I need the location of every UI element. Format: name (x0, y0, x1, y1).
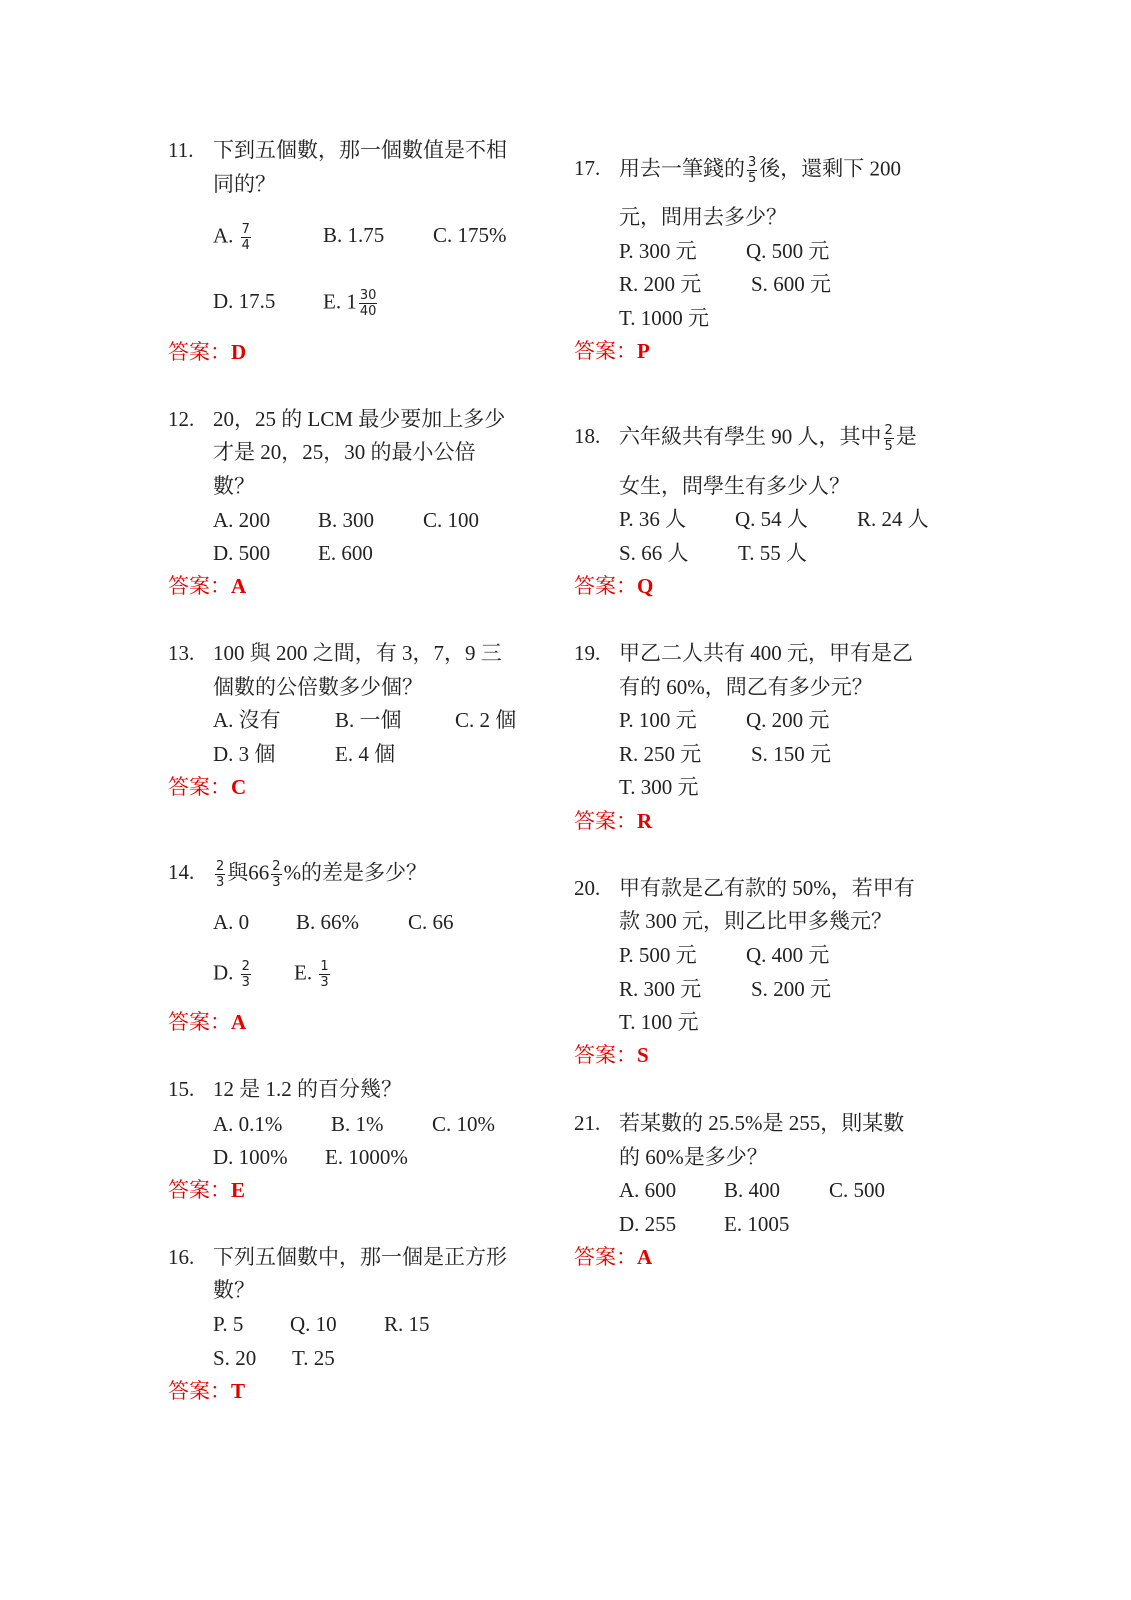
option-label: A. (213, 508, 234, 532)
answer-letter: Q (637, 574, 654, 598)
answer-label: 答案： (168, 1379, 231, 1403)
answer (168, 1009, 246, 1035)
option-b (296, 909, 359, 935)
option-a (619, 1177, 676, 1203)
answer (168, 774, 246, 800)
fraction (747, 155, 757, 186)
option-e (325, 1144, 408, 1170)
option-p (213, 1311, 243, 1337)
option-value: 66% (320, 910, 360, 934)
answer-label: 答案： (168, 1178, 231, 1202)
stem-text: %的差是多少？ (283, 860, 428, 885)
option-a (213, 909, 249, 935)
option-value: 300 元 (640, 775, 699, 799)
question-stem-line (213, 1244, 507, 1270)
question-stem-line (619, 423, 917, 454)
option-label: Q. (746, 943, 767, 967)
answer-label: 答案： (574, 339, 637, 363)
option-t (738, 540, 807, 566)
option-r (619, 271, 701, 297)
stem-text: 的 60%是多少？ (619, 1145, 768, 1169)
fraction-denominator: 3 (216, 875, 225, 890)
option-r (384, 1311, 430, 1337)
question-stem-line (213, 171, 276, 197)
fraction (319, 959, 329, 990)
stem-text: 才是 20，25，30 的最小公倍 (213, 440, 476, 464)
option-label: P. (619, 708, 634, 732)
stem-text: 甲乙二人共有 400 元，甲有是乙 (619, 641, 913, 665)
option-label: A. (619, 1178, 640, 1202)
option-c (423, 507, 479, 533)
stem-text: 數？ (213, 1278, 255, 1302)
option-label: Q. (735, 507, 756, 531)
option-label: C. (408, 910, 428, 934)
question-stem-line (619, 1110, 904, 1136)
option-value: 5 (232, 1312, 244, 1336)
answer-letter: R (637, 809, 653, 833)
answer-letter: T (231, 1379, 246, 1403)
stem-text: 20，25 的 LCM 最少要加上多少 (213, 407, 506, 431)
question-stem-line (619, 908, 892, 934)
option-label: P. (619, 507, 634, 531)
option-value: 600 (341, 541, 373, 565)
stem-text: 下到五個數，那一個數值是不相 (213, 138, 507, 162)
option-e (335, 741, 395, 767)
option-value: 600 元 (773, 272, 831, 296)
option-r (619, 741, 701, 767)
fraction (241, 222, 251, 253)
stem-text: 後，還剩下 200 (759, 156, 902, 181)
option-b (318, 507, 374, 533)
option-t (619, 1009, 699, 1035)
question-stem-line (619, 875, 915, 901)
option-value: 66 (432, 910, 454, 934)
option-label: E. (318, 541, 337, 565)
option-label: E. (724, 1212, 743, 1236)
question-stem-line (213, 406, 505, 432)
option-value: 150 元 (773, 742, 831, 766)
option-c (455, 707, 516, 733)
answer (168, 1378, 245, 1404)
fraction-denominator: 4 (241, 238, 250, 253)
option-value: 0 (238, 910, 250, 934)
option-label: C. (423, 508, 443, 532)
stem-text: 數？ (213, 474, 255, 498)
answer-letter: A (231, 1010, 247, 1034)
option-value: 500 (238, 541, 271, 565)
fraction-numerator: 2 (241, 959, 250, 974)
option-value: 500 (853, 1178, 886, 1202)
fraction-denominator: 3 (241, 975, 250, 990)
answer-letter: A (231, 574, 247, 598)
option-label: A. (213, 910, 234, 934)
stem-text: 是 (895, 424, 917, 449)
option-label: B. (335, 708, 355, 732)
option-a (213, 707, 281, 733)
option-label: A. (213, 708, 234, 732)
answer (574, 808, 652, 834)
option-label: P. (213, 1312, 228, 1336)
option-value: 175% (457, 223, 507, 247)
option-e (724, 1211, 789, 1237)
stem-text: 六年級共有學生 90 人，其中 (619, 424, 882, 449)
option-label: D. (213, 742, 234, 766)
option-q (290, 1311, 337, 1337)
option-t (619, 774, 699, 800)
stem-text: 有的 60%，問乙有多少元？ (619, 675, 873, 699)
fraction (271, 859, 281, 890)
option-r (619, 976, 701, 1002)
option-label: R. (619, 272, 639, 296)
question-number: 19. (574, 641, 601, 665)
fraction-denominator: 3 (272, 875, 281, 890)
fraction-numerator: 2 (884, 423, 893, 438)
question-stem-line (619, 155, 902, 186)
fraction (215, 859, 225, 890)
option-value: 25 (313, 1346, 335, 1370)
question-stem-line (213, 1076, 402, 1102)
fraction (359, 288, 378, 319)
option-value: 100 元 (640, 1010, 699, 1034)
answer (574, 1244, 652, 1270)
question-stem-line (213, 674, 423, 700)
option-label: R. (384, 1312, 404, 1336)
fraction-denominator: 40 (359, 304, 377, 319)
answer-letter: A (637, 1245, 653, 1269)
answer-letter: D (231, 340, 247, 364)
option-label: D. (213, 289, 234, 313)
question-number: 12. (168, 407, 195, 431)
stem-text: 12 是 1.2 的百分幾？ (213, 1077, 402, 1101)
option-p (619, 506, 686, 532)
option-value: 255 (644, 1212, 677, 1236)
option-label: D. (213, 1145, 234, 1169)
question-stem-line (213, 1277, 255, 1303)
option-label: B. (296, 910, 316, 934)
option-s (213, 1345, 256, 1371)
option-label: A. (213, 223, 234, 248)
option-a (213, 507, 270, 533)
fraction-denominator: 5 (884, 439, 893, 454)
option-q (746, 238, 829, 264)
option-value: 1 (346, 289, 357, 314)
option-label: S. (751, 742, 768, 766)
fraction-numerator: 3 (748, 155, 757, 170)
option-value: 一個 (359, 708, 402, 732)
option-label: B. (331, 1112, 351, 1136)
option-value: 500 元 (638, 943, 697, 967)
fraction-denominator: 3 (320, 975, 329, 990)
option-b (335, 707, 402, 733)
option-value: 200 元 (773, 977, 831, 1001)
option-value: 100 (447, 508, 480, 532)
option-value: 15 (408, 1312, 430, 1336)
answer-label: 答案： (574, 1043, 637, 1067)
option-t (292, 1345, 335, 1371)
option-c (829, 1177, 885, 1203)
option-value: 55 人 (759, 541, 808, 565)
option-value: 250 元 (643, 742, 702, 766)
option-value: 2 個 (479, 708, 517, 732)
answer-letter: C (231, 775, 247, 799)
fraction-denominator: 5 (748, 171, 757, 186)
option-label: C. (829, 1178, 849, 1202)
fraction (884, 423, 894, 454)
option-value: 17.5 (238, 289, 276, 313)
option-value: 10 (315, 1312, 337, 1336)
option-r (857, 506, 929, 532)
option-value: 4 個 (358, 742, 396, 766)
option-label: C. (433, 223, 453, 247)
option-label: S. (619, 541, 636, 565)
option-q (746, 707, 829, 733)
option-value: 36 人 (638, 507, 687, 531)
question-number: 17. (574, 156, 601, 180)
option-label: C. (432, 1112, 452, 1136)
question-number: 16. (168, 1245, 195, 1269)
option-value: 300 元 (638, 239, 697, 263)
option-b (724, 1177, 780, 1203)
option-d (213, 741, 275, 767)
option-label: E. (335, 742, 354, 766)
option-p (619, 707, 697, 733)
option-a (213, 1111, 282, 1137)
answer-label: 答案： (574, 574, 637, 598)
option-p (619, 942, 697, 968)
option-label: R. (857, 507, 877, 531)
option-c (432, 1111, 495, 1137)
option-value: 10% (456, 1112, 496, 1136)
option-value: 400 元 (771, 943, 830, 967)
option-d (213, 1144, 288, 1170)
option-label: Q. (746, 239, 767, 263)
option-label: C. (455, 708, 475, 732)
option-a (213, 222, 253, 253)
answer (168, 339, 246, 365)
option-s (751, 271, 831, 297)
answer-label: 答案： (168, 775, 231, 799)
option-label: Q. (290, 1312, 311, 1336)
option-label: D. (619, 1212, 640, 1236)
option-value: 600 (644, 1178, 677, 1202)
option-value: 54 人 (760, 507, 808, 531)
stem-text: 下列五個數中，那一個是正方形 (213, 1245, 507, 1269)
option-d (213, 540, 270, 566)
option-b (323, 222, 384, 248)
answer-letter: S (637, 1043, 649, 1067)
option-value: 1000% (348, 1145, 408, 1169)
option-p (619, 238, 697, 264)
option-s (751, 976, 831, 1002)
option-c (408, 909, 454, 935)
option-label: B. (318, 508, 338, 532)
option-label: T. (619, 1010, 636, 1034)
option-label: T. (619, 775, 636, 799)
option-label: E. (294, 960, 313, 985)
option-label: S. (751, 977, 768, 1001)
option-label: A. (213, 1112, 234, 1136)
option-label: S. (213, 1346, 230, 1370)
option-d (213, 288, 275, 314)
option-s (751, 741, 831, 767)
option-value: 1.75 (347, 223, 385, 247)
stem-text: 同的？ (213, 172, 276, 196)
option-d (619, 1211, 676, 1237)
option-label: B. (724, 1178, 744, 1202)
question-stem-line (213, 473, 255, 499)
option-label: T. (619, 306, 636, 330)
option-value: 20 (235, 1346, 257, 1370)
option-value: 200 元 (643, 272, 702, 296)
option-value: 沒有 (238, 708, 281, 732)
answer-label: 答案： (574, 1245, 637, 1269)
question-number: 15. (168, 1077, 195, 1101)
fraction-numerator: 30 (359, 288, 377, 303)
option-value: 100% (238, 1145, 288, 1169)
question-number: 11. (168, 138, 194, 162)
answer (574, 573, 653, 599)
answer-label: 答案： (168, 1010, 231, 1034)
option-label: E. (325, 1145, 344, 1169)
option-value: 24 人 (881, 507, 929, 531)
stem-text: 女生，問學生有多少人？ (619, 474, 850, 498)
option-value: 400 (748, 1178, 781, 1202)
stem-text: 元，問用去多少？ (619, 205, 787, 229)
stem-text: 用去一筆錢的 (619, 156, 745, 181)
option-value: 0.1% (238, 1112, 283, 1136)
answer (168, 1177, 245, 1203)
option-e (318, 540, 373, 566)
option-b (331, 1111, 384, 1137)
option-q (735, 506, 808, 532)
option-label: B. (323, 223, 343, 247)
option-value: 300 (342, 508, 375, 532)
question-stem-line (213, 859, 428, 890)
stem-text: 甲有款是乙有款的 50%，若甲有 (619, 876, 915, 900)
option-value: 200 元 (771, 708, 830, 732)
question-stem-line (619, 674, 873, 700)
option-e (294, 959, 332, 990)
option-value: 200 (238, 508, 271, 532)
fraction-numerator: 2 (216, 859, 225, 874)
stem-text: 款 300 元，則乙比甲多幾元？ (619, 909, 892, 933)
answer-letter: E (231, 1178, 246, 1202)
question-stem-line (619, 473, 850, 499)
option-c (433, 222, 507, 248)
fraction-numerator: 1 (320, 959, 329, 974)
option-label: P. (619, 239, 634, 263)
question-stem-line (619, 204, 787, 230)
question-number: 21. (574, 1111, 601, 1135)
option-value: 100 元 (638, 708, 697, 732)
fraction-numerator: 2 (272, 859, 281, 874)
question-number: 20. (574, 876, 601, 900)
option-label: R. (619, 977, 639, 1001)
stem-text: 個數的公倍數多少個？ (213, 675, 423, 699)
question-number: 13. (168, 641, 195, 665)
stem-text: 與66 (227, 860, 270, 885)
question-stem-line (213, 439, 476, 465)
question-stem-line (213, 640, 502, 666)
option-label: S. (751, 272, 768, 296)
option-value: 1000 元 (640, 306, 710, 330)
option-q (746, 942, 829, 968)
question-stem-line (619, 1144, 768, 1170)
answer (574, 1042, 649, 1068)
answer (574, 338, 650, 364)
option-label: E. (323, 289, 342, 314)
question-number: 14. (168, 860, 195, 884)
option-label: Q. (746, 708, 767, 732)
option-label: R. (619, 742, 639, 766)
answer-label: 答案： (574, 809, 637, 833)
question-stem-line (619, 640, 913, 666)
answer-label: 答案： (168, 340, 231, 364)
option-t (619, 305, 709, 331)
option-label: D. (213, 541, 234, 565)
stem-text: 100 與 200 之間，有 3，7，9 三 (213, 641, 502, 665)
option-label: T. (738, 541, 755, 565)
option-label: D. (213, 960, 234, 985)
question-stem-line (213, 137, 507, 163)
option-label: T. (292, 1346, 309, 1370)
option-value: 3 個 (238, 742, 276, 766)
option-e (323, 288, 379, 319)
option-value: 1% (355, 1112, 384, 1136)
fraction (241, 959, 251, 990)
option-value: 1005 (747, 1212, 790, 1236)
option-value: 66 人 (641, 541, 689, 565)
option-d (213, 959, 253, 990)
fraction-numerator: 7 (241, 222, 250, 237)
option-s (619, 540, 688, 566)
stem-text: 若某數的 25.5%是 255，則某數 (619, 1111, 905, 1135)
answer (168, 573, 246, 599)
answer-label: 答案： (168, 574, 231, 598)
option-value: 300 元 (643, 977, 702, 1001)
option-label: P. (619, 943, 634, 967)
option-value: 500 元 (771, 239, 830, 263)
answer-letter: P (637, 339, 650, 363)
question-number: 18. (574, 424, 601, 448)
